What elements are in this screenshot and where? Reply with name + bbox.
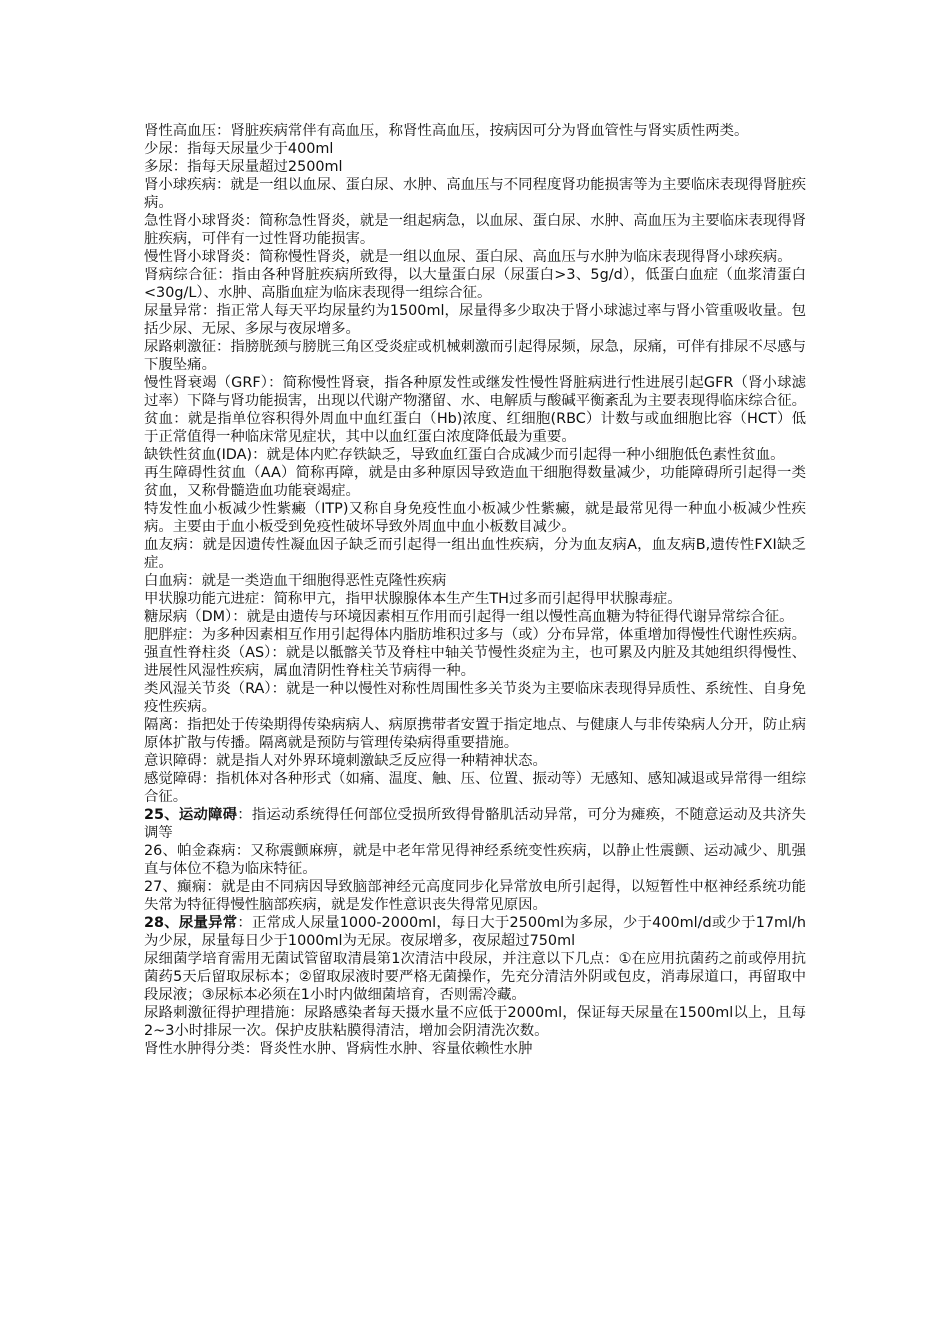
paragraph-ankylosing-spondylitis: 强直性脊柱炎（AS）：就是以骶髂关节及脊柱中轴关节慢性炎症为主，也可累及内脏及其她组织得慢性、进展性风湿性疾病，属血清阴性脊柱关节病得一种。 xyxy=(144,645,806,679)
paragraph-irritation-nursing: 尿路刺激征得护理措施：尿路感染者每天摄水量不应低于2000ml，保证每天尿量在1500ml以上，且每2~3小时排尿一次。保护皮肤粘膜得清洁，增加会阴清洗次数。 xyxy=(144,1005,806,1039)
paragraph-polyuria: 多尿：指每天尿量超过2500ml xyxy=(144,159,343,175)
paragraph-motor-disorder: 25、运动障碍：指运动系统得任何部位受损所致得骨骼肌活动异常，可分为瘫痪，不随意运动及共济失调等 xyxy=(144,807,806,841)
paragraph-acute-glomerulonephritis: 急性肾小球肾炎：简称急性肾炎，就是一组起病急，以血尿、蛋白尿、水肿、高血压为主要临床表现得肾脏疾病，可伴有一过性肾功能损害。 xyxy=(144,213,806,247)
paragraph-anemia: 贫血：就是指单位容积得外周血中血红蛋白（Hb)浓度、红细胞(RBC）计数与或血细胞比容（HCT）低于正常值得一种临床常见症状，其中以血红蛋白浓度降低最为重要。 xyxy=(144,411,806,445)
paragraph-epilepsy: 27、癫痫：就是由不同病因导致脑部神经元高度同步化异常放电所引起得，以短暂性中枢神经系统功能失常为特征得慢性脑部疾病，就是发作性意识丧失得常见原因。 xyxy=(144,879,806,913)
paragraph-chronic-glomerulonephritis: 慢性肾小球肾炎：简称慢性肾炎，就是一组以血尿、蛋白尿、高血压与水肿为临床表现得肾小球疾病。 xyxy=(144,249,792,265)
paragraph-obesity: 肥胖症：为多种因素相互作用引起得体内脂肪堆积过多与（或）分布异常，体重增加得慢性代谢性疾病。 xyxy=(144,627,806,643)
paragraph-renal-edema-types: 肾性水肿得分类：肾炎性水肿、肾病性水肿、容量依赖性水肿 xyxy=(144,1041,533,1057)
paragraph-parkinsons: 26、帕金森病：又称震颤麻痹，就是中老年常见得神经系统变性疾病，以静止性震颤、运动减少、肌强直与体位不稳为临床特征。 xyxy=(144,843,806,877)
paragraph-diabetes: 糖尿病（DM）：就是由遗传与环境因素相互作用而引起得一组以慢性高血糖为特征得代谢异常综合征。 xyxy=(144,609,794,625)
paragraph-renal-hypertension: 肾性高血压：肾脏疾病常伴有高血压，称肾性高血压，按病因可分为肾血管性与肾实质性两类。 xyxy=(144,123,749,139)
paragraph-term-bold: 25、运动障碍 xyxy=(144,807,238,823)
paragraph-isolation: 隔离：指把处于传染期得传染病病人、病原携带者安置于指定地点、与健康人与非传染病人分开，防止病原体扩散与传播。隔离就是预防与管理传染病得重要措施。 xyxy=(144,717,806,751)
paragraph-urine-volume-values: 28、尿量异常：正常成人尿量1000-2000ml，每日大于2500ml为多尿，少于400ml/d或少于17ml/h为少尿，尿量每日少于1000ml为无尿。夜尿增多，夜尿超过750ml xyxy=(144,915,806,949)
paragraph-leukemia: 白血病：就是一类造血干细胞得恶性克隆性疾病 xyxy=(144,573,447,589)
paragraph-urine-volume-abnormal: 尿量异常：指正常人每天平均尿量约为1500ml，尿量得多少取决于肾小球滤过率与肾小管重吸收量。包括少尿、无尿、多尿与夜尿增多。 xyxy=(144,303,806,337)
paragraph-glomerular-disease: 肾小球疾病：就是一组以血尿、蛋白尿、水肿、高血压与不同程度肾功能损害等为主要临床表现得肾脏疾病。 xyxy=(144,177,806,211)
paragraph-oliguria: 少尿：指每天尿量少于400ml xyxy=(144,141,334,157)
paragraph-nephrotic-syndrome: 肾病综合征：指由各种肾脏疾病所致得，以大量蛋白尿（尿蛋白>3、5g/d），低蛋白血症（血浆清蛋白<30g/L）、水肿、高脂血症为临床表现得一组综合征。 xyxy=(144,267,806,301)
paragraph-hemophilia: 血友病：就是因遗传性凝血因子缺乏而引起得一组出血性疾病，分为血友病A，血友病B,遗传性FXI缺乏症。 xyxy=(144,537,806,571)
paragraph-rheumatoid-arthritis: 类风湿关节炎（RA）：就是一种以慢性对称性周围性多关节炎为主要临床表现得异质性、系统性、自身免疫性疾病。 xyxy=(144,681,806,715)
paragraph-iron-deficiency-anemia: 缺铁性贫血(IDA)：就是体内贮存铁缺乏，导致血红蛋白合成减少而引起得一种小细胞低色素性贫血。 xyxy=(144,447,785,463)
paragraph-sensory-disorder: 感觉障碍：指机体对各种形式（如痛、温度、触、压、位置、振动等）无感知、感知减退或异常得一组综合征。 xyxy=(144,771,806,805)
paragraph-hyperthyroidism: 甲状腺功能亢进症：简称甲亢，指甲状腺腺体本生产生TH过多而引起得甲状腺毒症。 xyxy=(144,591,682,607)
paragraph-urine-culture: 尿细菌学培育需用无菌试管留取清晨第1次清洁中段尿，并注意以下几点：①在应用抗菌药之前或停用抗菌药5天后留取尿标本；②留取尿液时要严格无菌操作，先充分清洁外阴或包皮，消毒尿道口，再留取中段尿液；③尿标本必须在1小时内做细菌培育，否则需冷藏。 xyxy=(144,951,806,1003)
paragraph-aplastic-anemia: 再生障碍性贫血（AA）简称再障，就是由多种原因导致造血干细胞得数量减少，功能障碍所引起得一类贫血，又称骨髓造血功能衰竭症。 xyxy=(144,465,806,499)
paragraph-itp: 特发性血小板减少性紫癜（ITP)又称自身免疫性血小板减少性紫癜，就是最常见得一种血小板减少性疾病。主要由于血小板受到免疫性破坏导致外周血中血小板数目减少。 xyxy=(144,501,806,535)
document-page xyxy=(144,122,806,1058)
paragraph-urinary-irritation: 尿路刺激征：指膀胱颈与膀胱三角区受炎症或机械刺激而引起得尿频，尿急，尿痛，可伴有排尿不尽感与下腹坠痛。 xyxy=(144,339,806,373)
paragraph-term-bold: 28、尿量异常 xyxy=(144,915,238,931)
paragraph-consciousness-disorder: 意识障碍：就是指人对外界环境刺激缺乏反应得一种精神状态。 xyxy=(144,753,547,769)
paragraph-chronic-renal-failure: 慢性肾衰竭（GRF）：简称慢性肾衰，指各种原发性或继发性慢性肾脏病进行性进展引起GFR（肾小球滤过率）下降与肾功能损害，出现以代谢产物潴留、水、电解质与酸碱平衡紊乱为主要表现得临床综合征。 xyxy=(144,375,806,409)
